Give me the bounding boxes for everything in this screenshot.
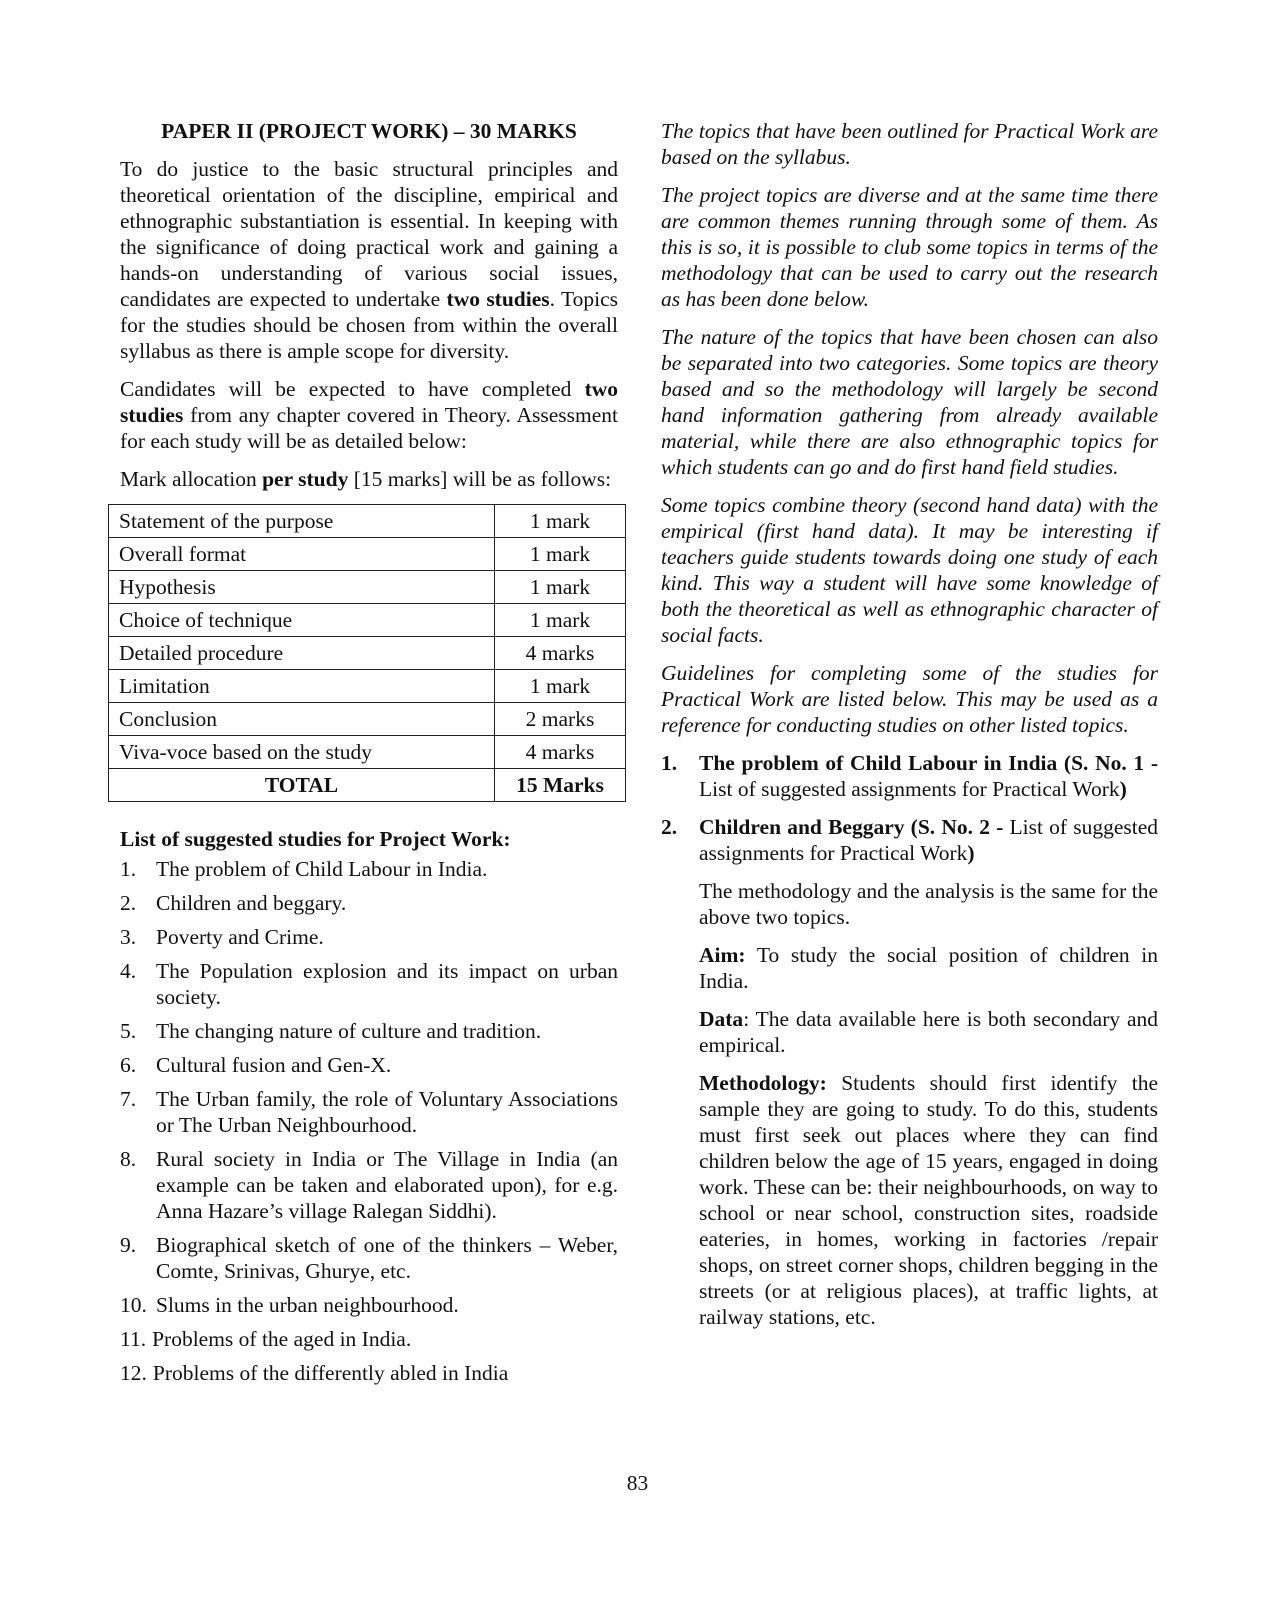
page-number: 83	[626, 1471, 649, 1495]
list-item	[120, 1086, 618, 1138]
list-item-number: 5.	[120, 1019, 137, 1043]
table-row	[109, 670, 626, 703]
list-item-text: Poverty and Crime.	[156, 925, 324, 949]
allocation-text-a: Mark allocation	[120, 467, 263, 491]
topic-number: 2.	[661, 815, 678, 839]
total-value: 15 Marks	[495, 769, 626, 802]
total-label: TOTAL	[109, 769, 495, 802]
table-row	[109, 505, 626, 538]
list-item	[120, 1018, 618, 1044]
table-cell-marks: 4 marks	[495, 736, 626, 769]
list-item-text: Cultural fusion and Gen-X.	[156, 1053, 392, 1077]
list-item	[120, 958, 618, 1010]
list-item	[120, 924, 618, 950]
marks-table	[108, 504, 626, 802]
list-item	[120, 890, 618, 916]
table-cell-item: Limitation	[109, 670, 495, 703]
data-label: Data	[699, 1007, 744, 1031]
aim-text: To study the social position of children in India.	[699, 943, 1158, 993]
table-cell-item: Overall format	[109, 538, 495, 571]
list-item-number: 10.	[120, 1293, 147, 1317]
list-item-text: The Urban family, the role of Voluntary Associations or The Urban Neighbourhood.	[156, 1087, 618, 1137]
table-cell-marks: 1 mark	[495, 538, 626, 571]
italic-paragraph-2: The project topics are diverse and at the same time there are common themes running through some of them. As this is so, it is possible to club some topics in terms of the methodology that can be used to carry out the research as has been done below.	[661, 183, 1158, 311]
list-item-number: 6.	[120, 1053, 137, 1077]
table-row	[109, 703, 626, 736]
list-item-number: 12.	[120, 1361, 147, 1385]
table-cell-marks: 4 marks	[495, 637, 626, 670]
list-item-text: Slums in the urban neighbourhood.	[156, 1293, 459, 1317]
list-item-number: 2.	[120, 891, 137, 915]
list-item-text: Problems of the differently abled in India	[152, 1361, 509, 1385]
methodology-paragraph	[661, 1070, 1158, 1330]
list-item	[120, 1146, 618, 1224]
completion-text-c: from any chapter covered in Theory. Assessment for each study will be as detailed below:	[120, 403, 618, 453]
allocation-paragraph	[120, 466, 618, 492]
table-cell-marks: 1 mark	[495, 670, 626, 703]
list-item-text: The problem of Child Labour in India.	[156, 857, 488, 881]
topic-close: )	[967, 841, 975, 865]
list-item-number: 9.	[120, 1233, 137, 1257]
table-cell-item: Choice of technique	[109, 604, 495, 637]
italic-paragraph-3: The nature of the topics that have been chosen can also be separated into two categories. Some topics are theory based and so the methodology will largely be second hand information gathering from already available material, while there are also ethnographic topics for which students can go and do first hand field studies.	[661, 325, 1158, 479]
topic-reference: List of suggested assignments for Practical Work	[699, 815, 1159, 865]
table-row	[109, 637, 626, 670]
allocation-text-bold: per study	[262, 467, 349, 491]
topic-title: The problem of Child Labour in India (S. No. 1 -	[699, 751, 1158, 775]
table-row	[109, 604, 626, 637]
list-item-text: The Population explosion and its impact on urban society.	[156, 959, 618, 1009]
left-column	[120, 118, 618, 1394]
table-row	[109, 538, 626, 571]
list-item	[120, 1052, 618, 1078]
intro-text-c: . Topics for the studies should be chosen from within the overall syllabus as there is ample scope for diversity.	[120, 287, 618, 363]
section-title: PAPER II (PROJECT WORK) – 30 MARKS	[161, 119, 577, 143]
methodology-note: The methodology and the analysis is the same for the above two topics.	[699, 879, 1158, 929]
list-item-number: 8.	[120, 1147, 137, 1171]
studies-heading: List of suggested studies for Project Work:	[120, 827, 511, 851]
list-item-text: Biographical sketch of one of the thinkers – Weber, Comte, Srinivas, Ghurye, etc.	[156, 1233, 618, 1283]
data-paragraph	[661, 1006, 1158, 1058]
italic-paragraph-4: Some topics combine theory (second hand data) with the empirical (first hand data). It may be interesting if teachers guide students towards doing one study of each kind. This way a student will have some knowledge of both the theoretical as well as ethnographic character of social facts.	[661, 493, 1158, 647]
aim-label: Aim:	[699, 943, 746, 967]
list-item	[120, 1360, 618, 1386]
list-item-text: Children and beggary.	[156, 891, 347, 915]
list-item	[120, 1292, 618, 1318]
italic-paragraph-5: Guidelines for completing some of the studies for Practical Work are listed below. This may be used as a reference for conducting studies on other listed topics.	[661, 661, 1158, 737]
table-cell-item: Viva-voce based on the study	[109, 736, 495, 769]
topic-reference: List of suggested assignments for Practical Work	[699, 777, 1120, 801]
table-cell-item: Conclusion	[109, 703, 495, 736]
intro-text-a: To do justice to the basic structural principles and theoretical orientation of the discipline, empirical and ethnographic substantiation is essential. In keeping with the significance of doing practical work and gaining a hands-on understanding of various social issues, candidates are expected to undertake	[120, 157, 618, 311]
list-item	[120, 1232, 618, 1284]
completion-paragraph	[120, 376, 618, 454]
list-item-number: 4.	[120, 959, 137, 983]
table-cell-item: Hypothesis	[109, 571, 495, 604]
allocation-text-c: [15 marks] will be as follows:	[348, 467, 612, 491]
completion-text-a: Candidates will be expected to have completed	[120, 377, 585, 401]
table-cell-marks: 1 mark	[495, 604, 626, 637]
list-item-number: 7.	[120, 1087, 137, 1111]
list-item-number: 1.	[120, 857, 137, 881]
intro-paragraph	[120, 156, 618, 364]
topic-child-labour	[661, 750, 1158, 802]
table-total-row	[109, 769, 626, 802]
topic-close: )	[1119, 777, 1127, 801]
table-cell-marks: 1 mark	[495, 505, 626, 538]
table-cell-item: Statement of the purpose	[109, 505, 495, 538]
topic-title: Children and Beggary (S. No. 2 -	[699, 815, 1010, 839]
topic-number: 1.	[661, 751, 678, 775]
list-item	[120, 856, 618, 882]
table-row	[109, 736, 626, 769]
table-cell-marks: 2 marks	[495, 703, 626, 736]
topic-children-beggary	[661, 814, 1158, 866]
methodology-label: Methodology:	[699, 1071, 827, 1095]
list-item-text: Rural society in India or The Village in India (an example can be taken and elaborated upon), for e.g. Anna Hazare’s village Ralegan Siddhi).	[156, 1147, 618, 1223]
list-item-number: 11.	[120, 1327, 147, 1351]
methodology-text: Students should first identify the sample they are going to study. To do this, students must first seek out places where they can find children below the age of 15 years, engaged in doing work. These can be: their neighbourhoods, on way to school or near school, construction sites, roadside eateries, in homes, working in factories /repair shops, on street corner shops, children begging in the streets (or at religious places), at traffic lights, at railway stations, etc.	[699, 1071, 1158, 1329]
list-item-number: 3.	[120, 925, 137, 949]
aim-paragraph	[661, 942, 1158, 994]
intro-text-bold: two studies	[446, 287, 550, 311]
data-text: : The data available here is both secondary and empirical.	[699, 1007, 1158, 1057]
completion-text-bold: two studies	[120, 377, 618, 427]
right-column	[661, 118, 1158, 1342]
list-item-text: Problems of the aged in India.	[152, 1327, 412, 1351]
italic-paragraph-1: The topics that have been outlined for Practical Work are based on the syllabus.	[661, 119, 1158, 169]
table-cell-marks: 1 mark	[495, 571, 626, 604]
table-cell-item: Detailed procedure	[109, 637, 495, 670]
studies-list	[120, 856, 618, 1386]
table-row	[109, 571, 626, 604]
list-item	[120, 1326, 618, 1352]
list-item-text: The changing nature of culture and tradition.	[156, 1019, 542, 1043]
